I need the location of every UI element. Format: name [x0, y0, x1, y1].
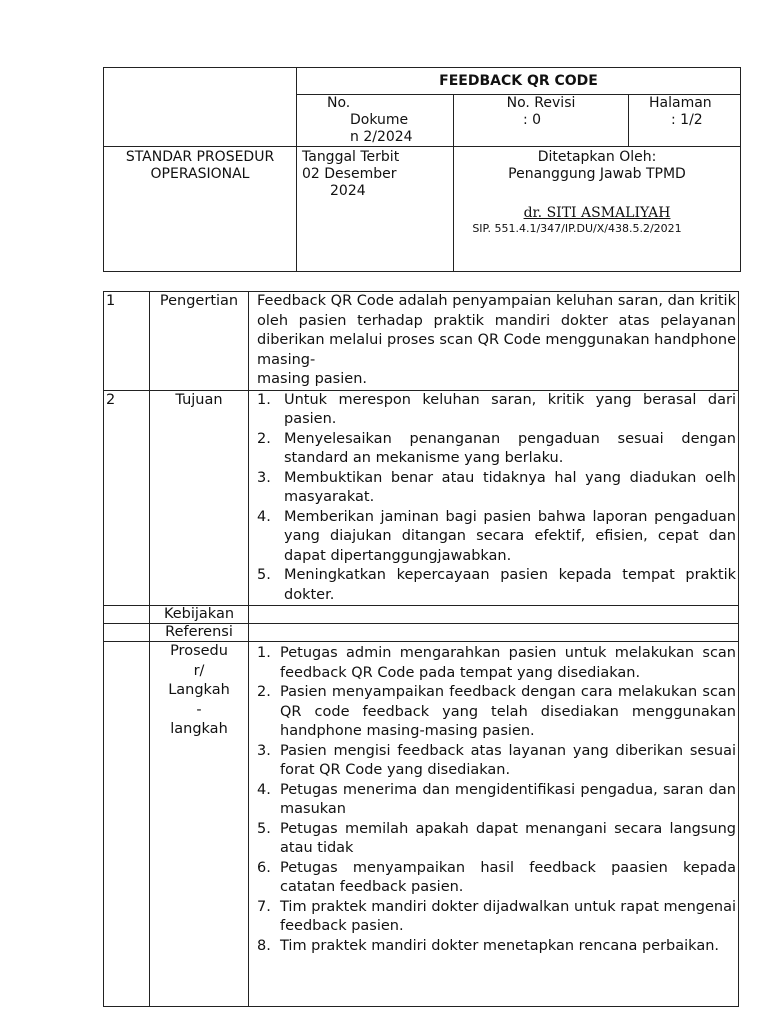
list-item	[257, 898, 736, 937]
empty-cell	[104, 606, 150, 624]
list-text: Tim praktek mandiri dokter dijadwalkan untuk rapat mengenai feedback pasien.	[280, 898, 736, 934]
sop-label-line2: OPERASIONAL	[150, 166, 250, 182]
list-text: Petugas memilah apakah dapat menangani secara langsung atau tidak	[280, 820, 736, 856]
section-content-kebijakan	[249, 606, 739, 624]
list-number: 4.	[257, 781, 271, 798]
list-number: 8.	[257, 937, 271, 954]
list-item	[257, 937, 736, 957]
list-text: Petugas admin mengarahkan pasien untuk melakukan scan feedback QR Code pada tempat yang disediakan.	[280, 645, 736, 681]
list-item	[257, 566, 736, 605]
empty-cell	[104, 642, 150, 1007]
no-revisi-cell	[454, 95, 629, 147]
list-number: 7.	[257, 898, 271, 915]
prosedur-label-line5: langkah	[170, 721, 228, 737]
list-text: Petugas menyampaikan hasil feedback paasien kepada catatan feedback pasien.	[280, 859, 736, 895]
list-text: Petugas menerima dan mengidentifikasi pengadua, saran dan masukan	[280, 781, 736, 817]
list-number: 3.	[257, 469, 271, 486]
list-number: 1.	[257, 645, 271, 661]
list-item	[257, 469, 736, 508]
empty-cell	[104, 624, 150, 642]
prosedur-label-line1: Prosedu	[170, 643, 228, 659]
list-text: Pasien menyampaikan feedback dengan cara melakukan scan QR code feedback yang telah disediakan menggunakan handphone masing-masing pasien.	[280, 684, 736, 739]
section-number: 1	[104, 292, 150, 391]
list-item	[257, 508, 736, 567]
logo-placeholder-cell	[104, 68, 297, 147]
section-label-referensi: Referensi	[150, 624, 249, 642]
list-number: 4.	[257, 508, 271, 525]
list-item	[257, 430, 736, 469]
section-label-tujuan: Tujuan	[150, 390, 249, 606]
section-content-pengertian	[249, 292, 739, 391]
table-row	[104, 292, 739, 391]
section-number: 2	[104, 390, 150, 606]
sop-content-table	[103, 291, 739, 1007]
no-revisi-label: No. Revisi	[506, 95, 576, 111]
section-content-tujuan	[249, 390, 739, 606]
table-row	[104, 642, 739, 1007]
pengertian-text: Feedback QR Code adalah penyampaian keluhan saran, dan kritik oleh pasien terhadap praktik mandiri dokter atas pelayanan diberikan melalui proses scan QR Code menggunakan handphone masing-	[257, 293, 736, 368]
no-dokumen-cell	[297, 95, 454, 147]
prosedur-label-line3: Langkah	[168, 682, 230, 698]
list-text: Meningkatkan kepercayaan pasien kepada tempat praktik dokter.	[284, 567, 736, 603]
list-text: Memberikan jaminan bagi pasien bahwa laporan pengaduan yang diajukan ditangan secara efektif, efisien, cepat dan dapat dipertanggungjawabkan.	[284, 508, 736, 564]
signer-sip: SIP. 551.4.1/347/IP.DU/X/438.5.2/2021	[472, 222, 682, 235]
document-title: FEEDBACK QR CODE	[297, 68, 741, 95]
list-item	[257, 391, 736, 430]
list-text: Untuk merespon keluhan saran, kritik yang berasal dari pasien.	[284, 391, 736, 427]
halaman-cell	[629, 95, 741, 147]
section-content-referensi	[249, 624, 739, 642]
table-row	[104, 390, 739, 606]
list-number: 2.	[257, 430, 271, 447]
tanggal-terbit-year: 2024	[330, 183, 366, 199]
tanggal-terbit-label: Tanggal Terbit	[302, 149, 400, 165]
halaman-value: : 1/2	[671, 112, 703, 128]
list-number: 5.	[257, 567, 271, 583]
list-number: 5.	[257, 820, 271, 837]
sop-label-cell	[104, 147, 297, 272]
no-dokumen-value-cont: n 2/2024	[350, 129, 413, 145]
signer-name: dr. SITI ASMALIYAH	[523, 205, 671, 221]
tanggal-terbit-value: 02 Desember	[302, 166, 397, 182]
ditetapkan-cell	[454, 147, 741, 272]
list-number: 2.	[257, 684, 271, 700]
list-item	[257, 859, 736, 898]
halaman-label: Halaman	[649, 95, 712, 111]
prosedur-label-line4: -	[196, 701, 202, 718]
section-label-pengertian: Pengertian	[150, 292, 249, 391]
list-text: Tim praktek mandiri dokter menetapkan rencana perbaikan.	[280, 937, 720, 954]
tanggal-terbit-cell	[297, 147, 454, 272]
prosedur-list	[257, 644, 736, 956]
list-item	[257, 683, 736, 742]
list-number: 3.	[257, 742, 271, 759]
ditetapkan-label: Ditetapkan Oleh:	[537, 149, 657, 165]
section-label-prosedur	[150, 642, 249, 1007]
sop-label-line1: STANDAR PROSEDUR	[125, 149, 275, 165]
no-dokumen-label: No.	[327, 95, 351, 111]
section-label-kebijakan: Kebijakan	[150, 606, 249, 624]
list-text: Membuktikan benar atau tidaknya hal yang diadukan oelh masyarakat.	[284, 469, 736, 505]
list-text: Menyelesaikan penanganan pengaduan sesuai dengan standard an mekanisme yang berlaku.	[284, 430, 736, 466]
list-item	[257, 644, 736, 683]
list-item	[257, 820, 736, 859]
no-dokumen-value: Dokume	[350, 112, 409, 128]
section-content-prosedur	[249, 642, 739, 1007]
tujuan-list	[257, 391, 736, 606]
list-number: 6.	[257, 859, 271, 876]
list-item	[257, 742, 736, 781]
list-item	[257, 781, 736, 820]
list-text: Pasien mengisi feedback atas layanan yang diberikan sesuai forat QR Code yang disediakan.	[280, 742, 736, 778]
ditetapkan-role: Penanggung Jawab TPMD	[508, 166, 686, 182]
table-row	[104, 624, 739, 642]
pengertian-text-end: masing pasien.	[257, 371, 367, 387]
table-row	[104, 606, 739, 624]
list-number: 1.	[257, 391, 271, 408]
no-revisi-value: : 0	[522, 112, 542, 128]
document-header-table	[103, 67, 741, 272]
prosedur-label-line2: r/	[193, 662, 205, 679]
